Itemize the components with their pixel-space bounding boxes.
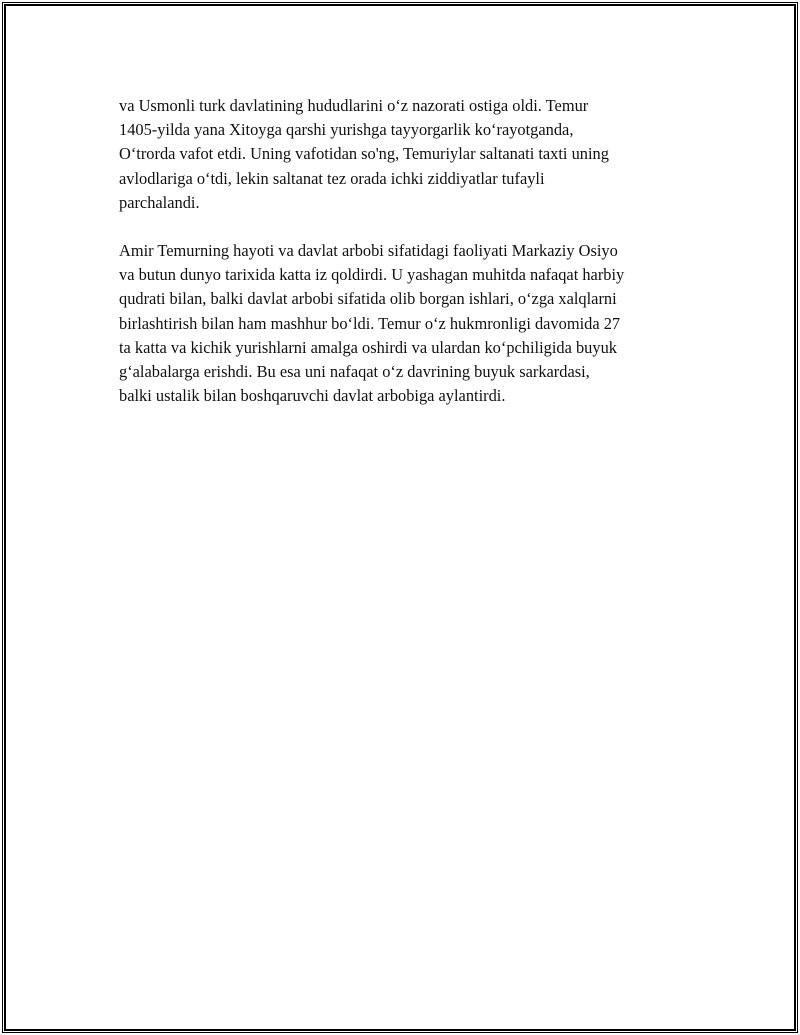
text-line: avlodlariga o‘tdi, lekin saltanat tez orada ichki ziddiyatlar tufayli (119, 168, 545, 188)
text-line: birlashtirish bilan ham mashhur bo‘ldi. Temur o‘z hukmronligi davomida 27 (119, 313, 621, 333)
paragraph-1 (119, 94, 704, 215)
text-line: 1405-yilda yana Xitoyga qarshi yurishga tayyorgarlik ko‘rayotganda, (119, 120, 574, 140)
paragraph-2 (119, 239, 704, 408)
text-line: balki ustalik bilan boshqaruvchi davlat arbobiga aylantirdi. (119, 386, 506, 406)
text-line: ta katta va kichik yurishlarni amalga oshirdi va ulardan ko‘pchiligida buyuk (119, 337, 617, 357)
document-page (4, 4, 796, 1031)
text-line: va butun dunyo tarixida katta iz qoldirdi. U yashagan muhitda nafaqat harbiy (119, 265, 625, 285)
document-body (119, 94, 704, 432)
text-line: parchalandi. (119, 192, 200, 212)
text-line: qudrati bilan, balki davlat arbobi sifatida olib borgan ishlari, o‘zga xalqlarni (119, 289, 617, 309)
text-line: g‘alabalarga erishdi. Bu esa uni nafaqat o‘z davrining buyuk sarkardasi, (119, 362, 590, 382)
text-line: Amir Temurning hayoti va davlat arbobi sifatidagi faoliyati Markaziy Osiyo (119, 241, 618, 261)
text-line: O‘trorda vafot etdi. Uning vafotidan so'ng, Temuriylar saltanati taxti uning (119, 144, 609, 164)
text-line: va Usmonli turk davlatining hududlarini o‘z nazorati ostiga oldi. Temur (119, 96, 589, 115)
